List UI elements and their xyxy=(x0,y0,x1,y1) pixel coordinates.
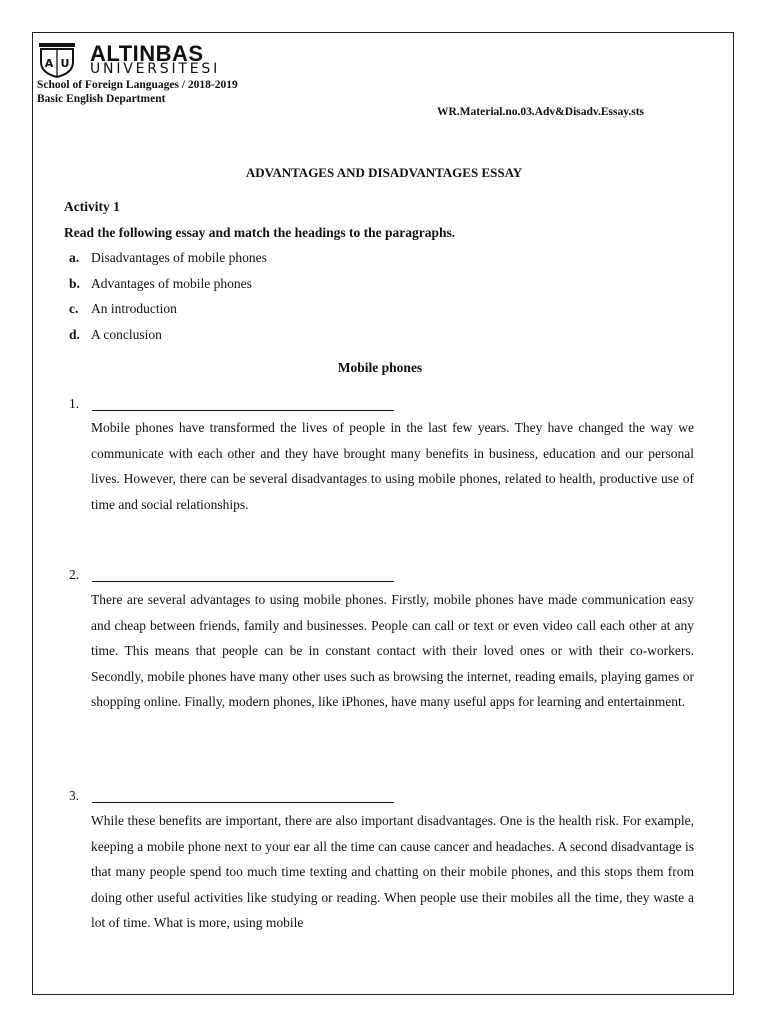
heading-text: Disadvantages of mobile phones xyxy=(91,250,267,265)
heading-letter: d. xyxy=(69,326,80,342)
essay-paragraph: Mobile phones have transformed the lives of people in the last few years. They have changed the way we communicate with each other and they have brought many benefits in business, education and our personal lives. However, there can be several disadvantages to using mobile phones, related to health, productive use of time and social relationships. xyxy=(91,420,694,512)
svg-text:A: A xyxy=(44,57,54,70)
page-title: ADVANTAGES AND DISADVANTAGES ESSAY xyxy=(245,165,523,180)
heading-option xyxy=(69,275,267,301)
logo-subtitle: UNIVERSITESI xyxy=(90,61,221,77)
heading-text: Advantages of mobile phones xyxy=(91,275,252,291)
university-emblem-icon xyxy=(37,42,77,78)
school-info xyxy=(37,79,238,106)
paragraph-number: 3. xyxy=(69,788,80,803)
heading-text: A conclusion xyxy=(91,326,162,342)
university-logo xyxy=(37,42,237,78)
paragraph-number: 2. xyxy=(69,567,80,582)
paragraph-number: 1. xyxy=(69,396,80,411)
activity-instruction: Read the following essay and match the headings to the paragraphs. xyxy=(64,225,456,240)
essay-paragraph: There are several advantages to using mobile phones. Firstly, mobile phones have made communication easy and cheap between friends, family and businesses. People can call or text or even video call each other at any time. This means that people can be in constant contact with their loved ones or with their co-workers. Secondly, mobile phones have many other uses such as browsing the internet, reading emails, playing games or shopping online. Finally, modern phones, like iPhones, have many useful apps for learning and entertainment. xyxy=(91,592,694,709)
heading-option xyxy=(69,326,267,352)
heading-answer-blank xyxy=(92,802,394,803)
heading-text: An introduction xyxy=(91,301,177,316)
essay-title: Mobile phones xyxy=(337,360,423,375)
school-name: School of Foreign Languages / 2018-2019 xyxy=(37,79,238,91)
heading-letter: b. xyxy=(69,275,80,291)
svg-text:U: U xyxy=(60,57,70,70)
heading-answer-blank xyxy=(92,410,394,411)
logo-name: ALTINBAS xyxy=(90,41,204,66)
heading-letter: c. xyxy=(69,301,79,316)
heading-letter: a. xyxy=(69,250,80,265)
activity-label: Activity 1 xyxy=(64,199,120,214)
heading-option xyxy=(69,300,267,326)
heading-options-list xyxy=(69,249,267,351)
department-name: Basic English Department xyxy=(37,92,166,105)
heading-option xyxy=(69,249,267,275)
heading-answer-blank xyxy=(92,581,394,582)
essay-paragraph: While these benefits are important, there are also important disadvantages. One is the health risk. For example, keeping a mobile phone next to your ear all the time can cause cancer and headaches. A second disadvantage is that many people spend too much time texting and chatting on their mobile phones, and this stops them from doing other useful activities like studying or reading. When people use their mobiles all the time, they waste a lot of time. What is more, using mobile xyxy=(91,813,694,930)
material-code: WR.Material.no.03.Adv&Disadv.Essay.sts xyxy=(437,106,645,118)
